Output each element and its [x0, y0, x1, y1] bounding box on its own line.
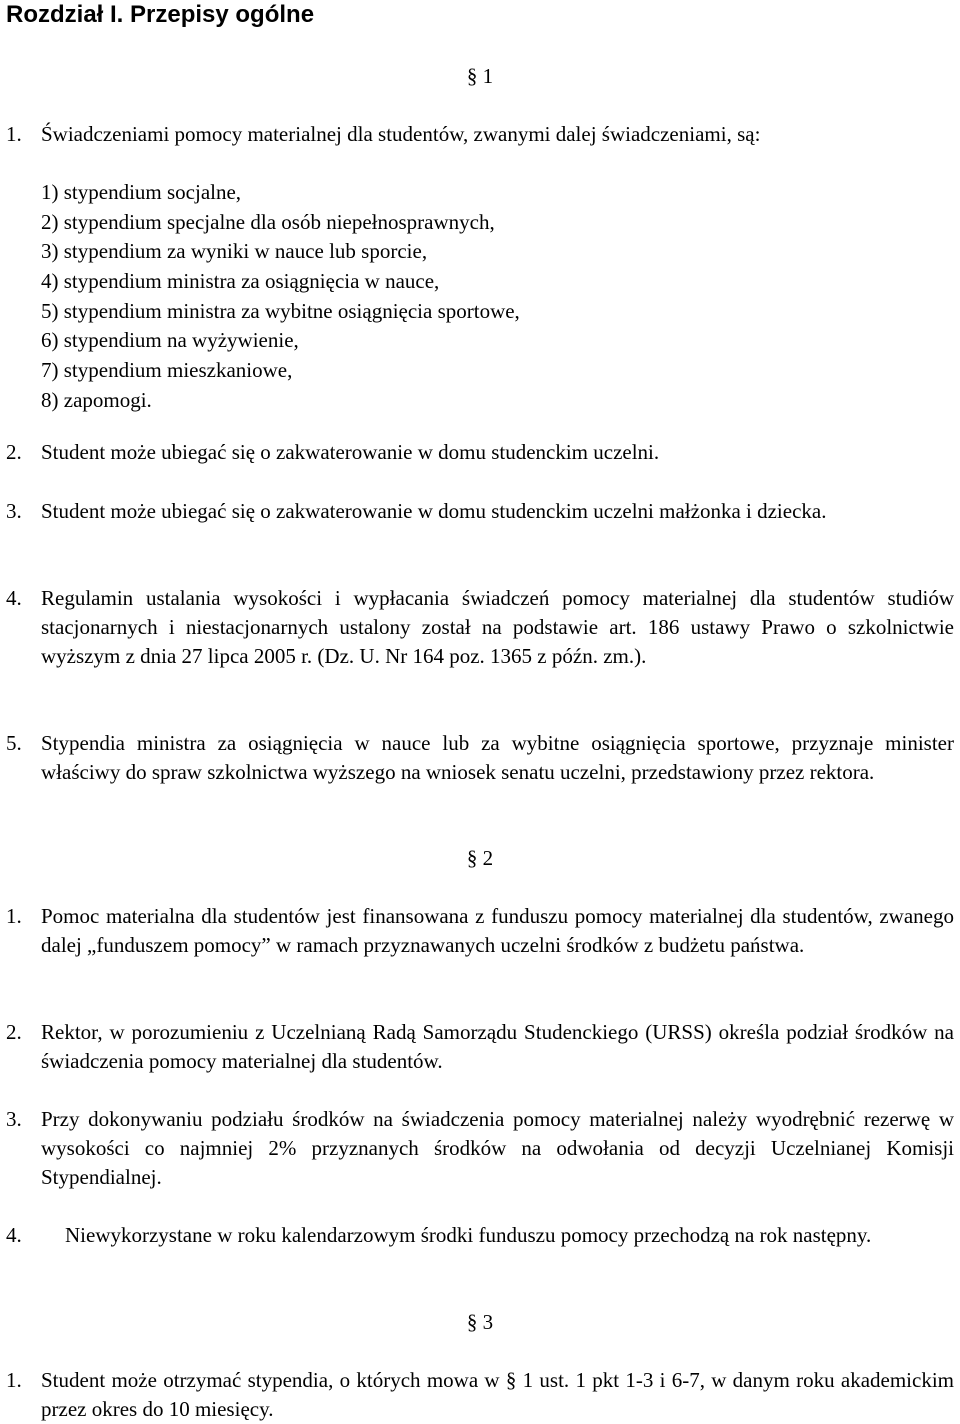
section-mark-3: § 3: [466, 1310, 494, 1334]
paragraph-text: Regulamin ustalania wysokości i wypłacania świadczeń pomocy materialnej dla studentów studiów stacjonarnych i niestacjonarnych ustalony został na podstawie art. 186 ustawy Prawo o szkolnictwie wyższym z dnia 27 lipca 2005 r. (Dz. U. Nr 164 poz. 1365 z późn. zm.).: [41, 586, 954, 668]
paragraph-text: Przy dokonywaniu podziału środków na świadczenia pomocy materialnej należy wyodrębnić rezerwę w wysokości co najmniej 2% przyznanych środków na odwołania od decyzji Uczelnianej Komisji Stypendialnej.: [41, 1107, 954, 1189]
list-item: 8) zapomogi.: [41, 387, 152, 412]
list-item: 7) stypendium mieszkaniowe,: [41, 358, 293, 383]
paragraph-number: 4.: [6, 586, 22, 610]
section-mark-2: § 2: [466, 846, 494, 870]
s1-paragraph-5: [6, 729, 954, 787]
paragraph-number: 1.: [6, 1368, 22, 1392]
paragraph-number: 2.: [6, 440, 22, 464]
benefits-list: [41, 178, 741, 416]
list-item: 6) stypendium na wyżywienie,: [41, 328, 299, 353]
paragraph-number: 3.: [6, 1107, 22, 1131]
paragraph-number: 2.: [6, 1020, 22, 1044]
paragraph-text: Student może ubiegać się o zakwaterowanie w domu studenckim uczelni małżonka i dziecka.: [41, 499, 827, 523]
list-item: 1) stypendium socjalne,: [41, 180, 242, 204]
paragraph-text: Pomoc materialna dla studentów jest finansowana z funduszu pomocy materialnej dla studentów, zwanego dalej „funduszem pomocy” w ramach przyznawanych uczelni środków z budżetu państwa.: [41, 904, 954, 957]
section-mark-1: § 1: [466, 64, 494, 88]
s1-paragraph-3: [6, 497, 954, 526]
paragraph-text: Rektor, w porozumieniu z Uczelnianą Radą Samorządu Studenckiego (URSS) określa podział środków na świadczenia pomocy materialnej dla studentów.: [41, 1020, 954, 1073]
paragraph-text: Student może otrzymać stypendia, o których mowa w § 1 ust. 1 pkt 1-3 i 6-7, w danym roku akademickim przez okres do 10 miesięcy.: [41, 1368, 954, 1421]
paragraph-text: Świadczeniami pomocy materialnej dla studentów, zwanymi dalej świadczeniami, są:: [41, 122, 761, 146]
paragraph-number: 1.: [6, 904, 22, 928]
paragraph-text: Stypendia ministra za osiągnięcia w nauce lub za wybitne osiągnięcia sportowe, przyznaje minister właściwy do spraw szkolnictwa wyższego na wniosek senatu uczelni, przedstawiony przez rektora.: [41, 731, 954, 784]
s2-paragraph-4: [6, 1221, 954, 1250]
paragraph-number: 4.: [6, 1223, 22, 1247]
s2-paragraph-2: [6, 1018, 954, 1076]
s1-paragraph-1: [6, 120, 954, 149]
paragraph-number: 5.: [6, 731, 22, 755]
list-item: 2) stypendium specjalne dla osób niepełnosprawnych,: [41, 209, 495, 234]
chapter-title: Rozdział I. Przepisy ogólne: [6, 1, 315, 28]
list-item: 4) stypendium ministra za osiągnięcia w nauce,: [41, 269, 440, 294]
s2-paragraph-3: [6, 1105, 954, 1192]
s3-paragraph-1: [6, 1366, 954, 1424]
paragraph-number: 1.: [6, 122, 22, 146]
list-item: 5) stypendium ministra za wybitne osiągnięcia sportowe,: [41, 298, 520, 323]
s1-paragraph-2: [6, 438, 954, 467]
paragraph-number: 3.: [6, 499, 22, 523]
s2-paragraph-1: [6, 902, 954, 960]
s1-paragraph-4: [6, 584, 954, 671]
list-item: 3) stypendium za wyniki w nauce lub sporcie,: [41, 239, 428, 264]
paragraph-text: Student może ubiegać się o zakwaterowanie w domu studenckim uczelni.: [41, 440, 660, 464]
paragraph-text: Niewykorzystane w roku kalendarzowym środki funduszu pomocy przechodzą na rok następny.: [65, 1223, 872, 1247]
